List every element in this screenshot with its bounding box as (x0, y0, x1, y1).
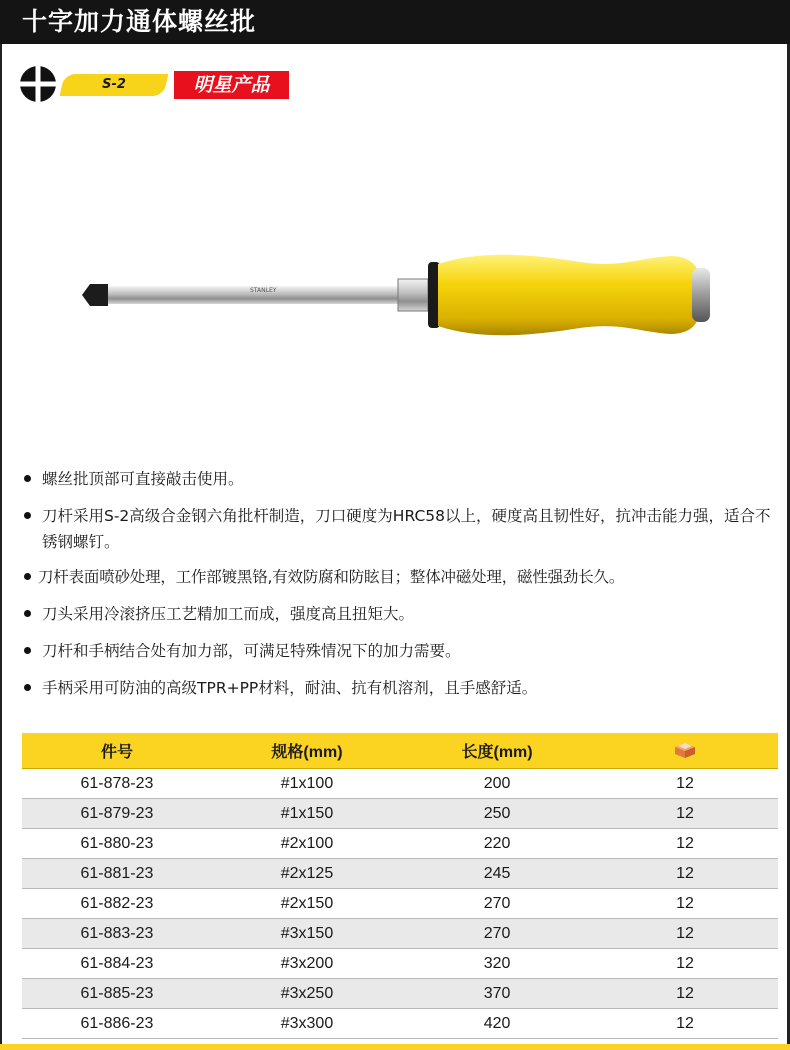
cell-spec: #2x125 (212, 859, 402, 889)
header-package-qty (592, 733, 778, 769)
cell-package-qty: 12 (592, 889, 778, 919)
phillips-cross-icon (19, 65, 57, 103)
table-row (22, 829, 778, 859)
cell-length: 270 (402, 889, 592, 919)
cell-length: 420 (402, 1009, 592, 1039)
cell-package-qty: 12 (592, 829, 778, 859)
cell-length: 270 (402, 919, 592, 949)
spec-table (22, 733, 778, 1039)
brand-engraving: STANLEY (250, 287, 277, 294)
cell-length: 250 (402, 799, 592, 829)
table-row (22, 799, 778, 829)
cell-length: 245 (402, 859, 592, 889)
table-row (22, 1009, 778, 1039)
table-row (22, 949, 778, 979)
table-row (22, 979, 778, 1009)
cell-spec: #3x250 (212, 979, 402, 1009)
cell-package-qty: 12 (592, 769, 778, 799)
cell-package-qty: 12 (592, 799, 778, 829)
feature-item: 螺丝批顶部可直接敲击使用。 (24, 466, 774, 492)
page-header (0, 0, 790, 44)
cell-length: 220 (402, 829, 592, 859)
feature-list (24, 466, 774, 712)
header-spec: 规格(mm) (212, 733, 402, 769)
cell-package-qty: 12 (592, 919, 778, 949)
table-row (22, 919, 778, 949)
page-title: 十字加力通体螺丝批 (22, 7, 257, 36)
feature-item: 刀头采用冷滚挤压工艺精加工而成，强度高且扭矩大。 (24, 601, 774, 627)
feature-item: 刀杆采用S-2高级合金钢六角批杆制造，刀口硬度为HRC58以上，硬度高且韧性好，抗冲击能力强，适合不锈钢螺钉。 (24, 503, 774, 555)
cell-part-number: 61-884-23 (22, 949, 212, 979)
cell-spec: #1x100 (212, 769, 402, 799)
header-part-number: 件号 (22, 733, 212, 769)
cell-spec: #3x200 (212, 949, 402, 979)
cell-part-number: 61-880-23 (22, 829, 212, 859)
s2-grade-badge (60, 74, 169, 96)
box-icon (672, 741, 698, 759)
cell-spec: #1x150 (212, 799, 402, 829)
feature-item: 手柄采用可防油的高级TPR+PP材料，耐油、抗有机溶剂，且手感舒适。 (24, 675, 774, 701)
table-row (22, 769, 778, 799)
cell-part-number: 61-885-23 (22, 979, 212, 1009)
cell-part-number: 61-883-23 (22, 919, 212, 949)
cell-part-number: 61-879-23 (22, 799, 212, 829)
screwdriver-image (80, 240, 720, 350)
cell-length: 320 (402, 949, 592, 979)
cell-part-number: 61-881-23 (22, 859, 212, 889)
cell-length: 370 (402, 979, 592, 1009)
cell-spec: #3x150 (212, 919, 402, 949)
header-length: 长度(mm) (402, 733, 592, 769)
table-row (22, 889, 778, 919)
cell-package-qty: 12 (592, 949, 778, 979)
cell-part-number: 61-882-23 (22, 889, 212, 919)
feature-item: 刀杆表面喷砂处理，工作部镀黑铬,有效防腐和防眩目；整体冲磁处理，磁性强劲长久。 (24, 564, 774, 590)
table-row (22, 859, 778, 889)
cell-spec: #3x300 (212, 1009, 402, 1039)
cell-part-number: 61-878-23 (22, 769, 212, 799)
table-header-row (22, 733, 778, 769)
cell-package-qty: 12 (592, 1009, 778, 1039)
cell-length: 200 (402, 769, 592, 799)
star-product-badge: 明星产品 (174, 71, 289, 99)
feature-item: 刀杆和手柄结合处有加力部，可满足特殊情况下的加力需要。 (24, 638, 774, 664)
cell-spec: #2x150 (212, 889, 402, 919)
cell-part-number: 61-886-23 (22, 1009, 212, 1039)
bottom-accent-strip (0, 1044, 790, 1050)
s2-grade-label: S-2 (102, 77, 126, 92)
frame-border-left (0, 44, 2, 1050)
cell-package-qty: 12 (592, 859, 778, 889)
cell-spec: #2x100 (212, 829, 402, 859)
cell-package-qty: 12 (592, 979, 778, 1009)
